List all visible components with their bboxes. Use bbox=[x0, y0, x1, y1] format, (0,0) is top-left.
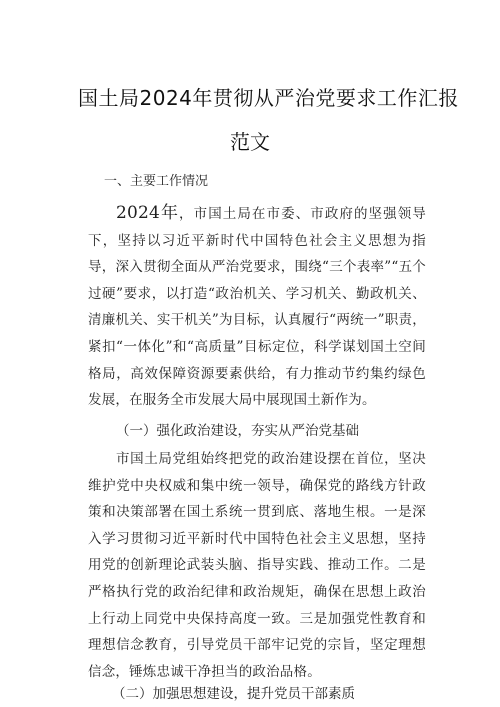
subheading-1: （一）强化政治建设，夯实从严治党基础 bbox=[116, 423, 359, 439]
paragraph-1-year: 2024年 bbox=[116, 203, 180, 223]
section-heading: 一、主要工作情况 bbox=[104, 174, 209, 189]
subheading-2: （二）加强思想建设，提升党员干部素质 bbox=[112, 686, 355, 702]
document-subtitle: 范文 bbox=[230, 130, 270, 154]
paragraph-2: 市国土局党组始终把党的政治建设摆在首位，坚决维护党中央权威和集中统一领导，确保党的路线方针政策和决策部署在国土系统一贯到底、落地生根。一是深入学习贯彻习近平新时代中国特色社会主义思想，坚持用党的创新理论武装头脑、指导实践、推动工作。二是严格执行党的政治纪律和政治规矩，确保在思想上政治上行动上同党中央保持高度一致。三是加强党性教育和理想信念教育，引导党员干部牢记党的宗旨，坚定理想信念，锤炼忠诚干净担当的政治品格。 bbox=[88, 451, 426, 680]
paragraph-1 bbox=[88, 200, 426, 414]
document-title: 国土局2024年贯彻从严治党要求工作汇报 bbox=[78, 86, 459, 110]
paragraph-1-body: ，市国土局在市委、市政府的坚强领导下，坚持以习近平新时代中国特色社会主义思想为指导，深入贯彻全面从严治党要求，围绕“三个表率”“五个过硬”要求，以打造“政治机关、学习机关、勤政机关、清廉机关、实干机关”为目标，认真履行“两统一”职责，紧扣“一体化”和“高质量”目标定位，科学谋划国土空间格局，高效保障资源要素供给，有力推动节约集约绿色发展，在服务全市发展大局中展现国土新作为。 bbox=[88, 206, 427, 409]
